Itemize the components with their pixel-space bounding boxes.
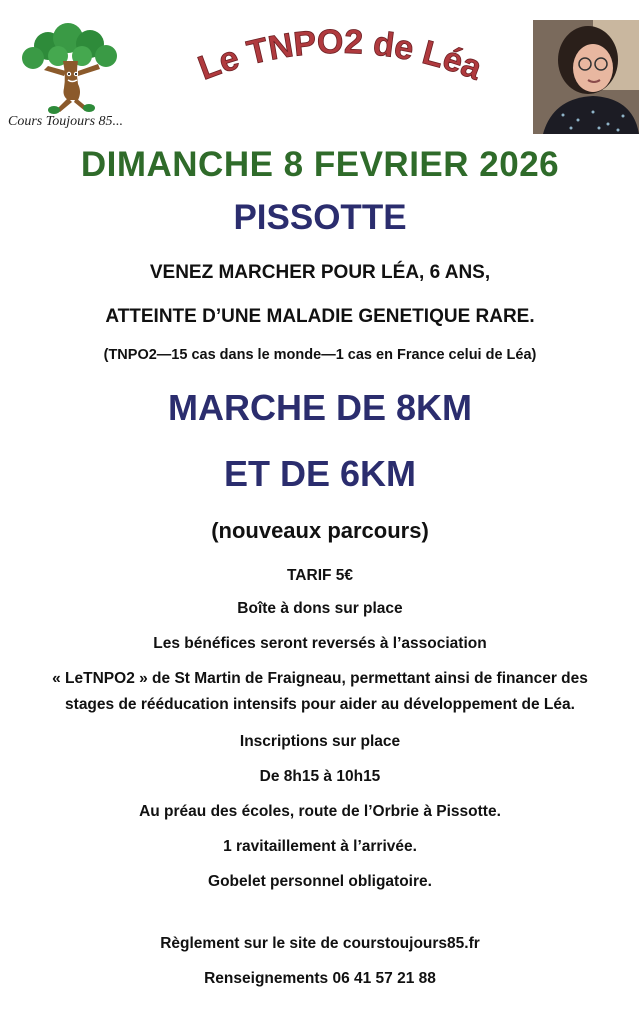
walk-distance-2: ET DE 6KM <box>223 453 417 494</box>
svg-text:Le TNPO2 de Léa <box>193 23 488 88</box>
benefits-text: Les bénéfices seront reversés à l’association <box>153 635 487 652</box>
logo-text: Cours Toujours 85... <box>8 114 124 129</box>
walk-distance-1: MARCHE DE 8KM <box>167 387 472 428</box>
club-logo <box>8 16 138 136</box>
title-text: Le TNPO2 de Léa <box>193 22 487 88</box>
page-title <box>170 18 510 98</box>
association-line-1: « LeTNPO2 » de St Martin de Fraigneau, permettant ainsi de financer des <box>52 670 588 687</box>
intro-line-1: VENEZ MARCHER POUR LÉA, 6 ANS, <box>149 262 491 283</box>
event-city: PISSOTTE <box>233 198 407 237</box>
contact-phone: Renseignements 06 41 57 21 88 <box>204 970 436 987</box>
cup-notice: Gobelet personnel obligatoire. <box>208 873 432 890</box>
registration: Inscriptions sur place <box>239 733 401 750</box>
child-photo <box>533 20 639 134</box>
intro-line-2: ATTEINTE D’UNE MALADIE GENETIQUE RARE. <box>105 306 535 327</box>
case-note: (TNPO2—15 cas dans le monde—1 cas en France celui de Léa) <box>103 347 537 363</box>
location: Au préau des écoles, route de l’Orbrie à Pissotte. <box>139 803 501 820</box>
rules-website: Règlement sur le site de courstoujours85.fr <box>160 935 480 952</box>
tree-runner-icon <box>8 16 138 116</box>
event-date: DIMANCHE 8 FEVRIER 2026 <box>80 145 560 184</box>
tarif: TARIF 5€ <box>286 567 354 584</box>
donation-box: Boîte à dons sur place <box>237 600 403 617</box>
hours: De 8h15 à 10h15 <box>259 768 381 785</box>
refreshment: 1 ravitaillement à l’arrivée. <box>223 838 417 855</box>
association-line-2: stages de rééducation intensifs pour aider au développement de Léa. <box>65 696 575 713</box>
new-routes: (nouveaux parcours) <box>211 518 429 543</box>
